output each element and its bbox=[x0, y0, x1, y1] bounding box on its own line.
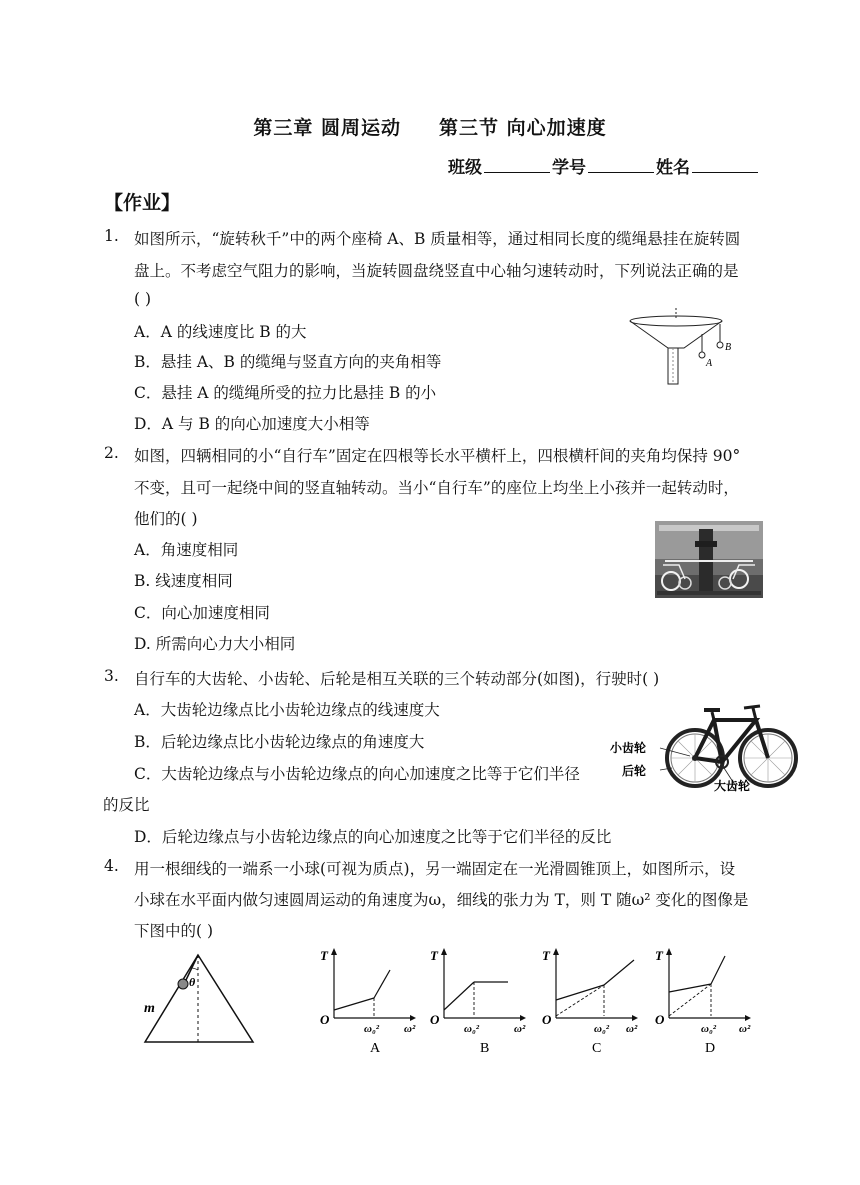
y-axis-arrow bbox=[331, 948, 337, 955]
name-label: 姓名 bbox=[656, 158, 690, 178]
question-text-line: 不变，且可一起绕中间的竖直轴转动。当小“自行车”的座位上均坐上小孩并一起转动时， bbox=[134, 479, 739, 497]
graph-line bbox=[334, 998, 374, 1010]
option-d: D. 所需向心力大小相同 bbox=[134, 635, 296, 653]
x-axis-arrow bbox=[745, 1015, 751, 1021]
graph-line bbox=[711, 956, 725, 984]
question-text-line: 下图中的( ) bbox=[134, 922, 214, 940]
x-tick-label: ω₀² bbox=[464, 1023, 480, 1035]
x-tick-label: ω₀² bbox=[364, 1023, 380, 1035]
swing-figure bbox=[624, 306, 740, 388]
option-a: A．角速度相同 bbox=[134, 541, 239, 559]
mass-label: m bbox=[144, 1001, 155, 1016]
class-label: 班级 bbox=[448, 158, 482, 178]
option-d: D．后轮边缘点与小齿轮边缘点的向心加速度之比等于它们半径的反比 bbox=[134, 828, 612, 846]
graph-line bbox=[669, 984, 711, 992]
graph-line bbox=[444, 982, 474, 1010]
x-axis-arrow bbox=[632, 1015, 638, 1021]
section-title: 第三节 向心加速度 bbox=[439, 117, 607, 139]
x-axis-label: ω² bbox=[739, 1023, 751, 1035]
number-label: 学号 bbox=[552, 158, 586, 178]
graph-option-label: D bbox=[705, 1041, 716, 1056]
option-b: B. 线速度相同 bbox=[134, 572, 233, 590]
homework-heading: 【作业】 bbox=[104, 192, 181, 214]
seat-b-label: B bbox=[725, 342, 732, 353]
graph-line bbox=[556, 985, 604, 1000]
y-axis-arrow bbox=[553, 948, 559, 955]
guide-line bbox=[669, 984, 711, 1016]
question-text-line: 他们的( ) bbox=[134, 510, 198, 528]
number-blank[interactable] bbox=[588, 156, 654, 173]
chapter-title: 第三章 圆周运动 bbox=[253, 117, 401, 139]
graph-option-c bbox=[540, 948, 650, 1060]
graph-option-label: C bbox=[592, 1041, 602, 1056]
option-c-continued: 的反比 bbox=[103, 796, 150, 814]
x-axis-arrow bbox=[410, 1015, 416, 1021]
graph-option-d bbox=[653, 948, 763, 1060]
question-number: 1. bbox=[104, 227, 119, 245]
x-axis-label: ω² bbox=[514, 1023, 526, 1035]
bicycle-figure bbox=[610, 690, 800, 800]
option-a: A．大齿轮边缘点比小齿轮边缘点的线速度大 bbox=[134, 701, 440, 719]
origin-label: O bbox=[430, 1012, 440, 1027]
graph-line bbox=[604, 960, 634, 985]
question-text-line: 小球在水平面内做匀速圆周运动的角速度为ω，细线的张力为 T，则 T 随ω² 变化的图像是 bbox=[134, 891, 749, 909]
question-text-line: 如图，四辆相同的小“自行车”固定在四根等长水平横杆上，四根横杆间的夹角均保持 90° bbox=[134, 447, 741, 465]
question-text-line: 如图所示，“旋转秋千”中的两个座椅 A、B 质量相等，通过相同长度的缆绳悬挂在旋转圆 bbox=[134, 230, 741, 248]
graph-line bbox=[374, 970, 390, 998]
x-tick-label: ω₀² bbox=[701, 1023, 717, 1035]
y-axis-label: T bbox=[655, 948, 663, 963]
guide-line bbox=[556, 985, 604, 1016]
question-number: 4. bbox=[104, 857, 119, 875]
question-text-line: 自行车的大齿轮、小齿轮、后轮是相互关联的三个转动部分(如图)，行驶时( ) bbox=[134, 670, 660, 688]
question-text-line: 用一根细线的一端系一小球(可视为质点)，另一端固定在一光滑圆锥顶上，如图所示，设 bbox=[134, 860, 736, 878]
origin-label: O bbox=[655, 1012, 665, 1027]
option-c: C．向心加速度相同 bbox=[134, 604, 270, 622]
y-axis-label: T bbox=[320, 948, 328, 963]
question-number: 2. bbox=[104, 444, 119, 462]
y-axis-label: T bbox=[430, 948, 438, 963]
question-number: 3. bbox=[104, 667, 119, 685]
option-d: D．A 与 B 的向心加速度大小相等 bbox=[134, 415, 370, 433]
graph-option-b bbox=[428, 948, 538, 1060]
y-axis-arrow bbox=[666, 948, 672, 955]
small-gear-label: 小齿轮 bbox=[610, 741, 647, 755]
x-axis-arrow bbox=[520, 1015, 526, 1021]
origin-label: O bbox=[542, 1012, 552, 1027]
option-a: A．A 的线速度比 B 的大 bbox=[134, 323, 307, 341]
name-blank[interactable] bbox=[692, 156, 758, 173]
y-axis-label: T bbox=[542, 948, 550, 963]
seat-a-label: A bbox=[706, 358, 713, 369]
question-text-line: ( ) bbox=[134, 290, 152, 308]
question-text-line: 盘上。不考虑空气阻力的影响，当旋转圆盘绕竖直中心轴匀速转动时，下列说法正确的是 bbox=[134, 262, 739, 280]
x-axis-label: ω² bbox=[626, 1023, 638, 1035]
class-blank[interactable] bbox=[484, 156, 550, 173]
page-title bbox=[0, 113, 860, 140]
big-gear-label: 大齿轮 bbox=[714, 779, 751, 793]
rear-wheel-label: 后轮 bbox=[622, 764, 647, 778]
option-b: B．悬挂 A、B 的缆绳与竖直方向的夹角相等 bbox=[134, 353, 442, 371]
y-axis-arrow bbox=[441, 948, 447, 955]
option-c: C．大齿轮边缘点与小齿轮边缘点的向心加速度之比等于它们半径 bbox=[134, 765, 580, 783]
cone-figure bbox=[138, 950, 268, 1045]
student-info bbox=[448, 153, 760, 178]
option-b: B．后轮边缘点比小齿轮边缘点的角速度大 bbox=[134, 733, 425, 751]
bicycle-carousel-photo bbox=[655, 521, 763, 598]
theta-label: θ bbox=[189, 975, 196, 989]
x-tick-label: ω₀² bbox=[594, 1023, 610, 1035]
graph-option-a bbox=[318, 948, 428, 1060]
graph-option-label: A bbox=[370, 1041, 381, 1056]
option-c: C．悬挂 A 的缆绳所受的拉力比悬挂 B 的小 bbox=[134, 384, 437, 402]
x-axis-label: ω² bbox=[404, 1023, 416, 1035]
origin-label: O bbox=[320, 1012, 330, 1027]
graph-option-label: B bbox=[480, 1041, 490, 1056]
